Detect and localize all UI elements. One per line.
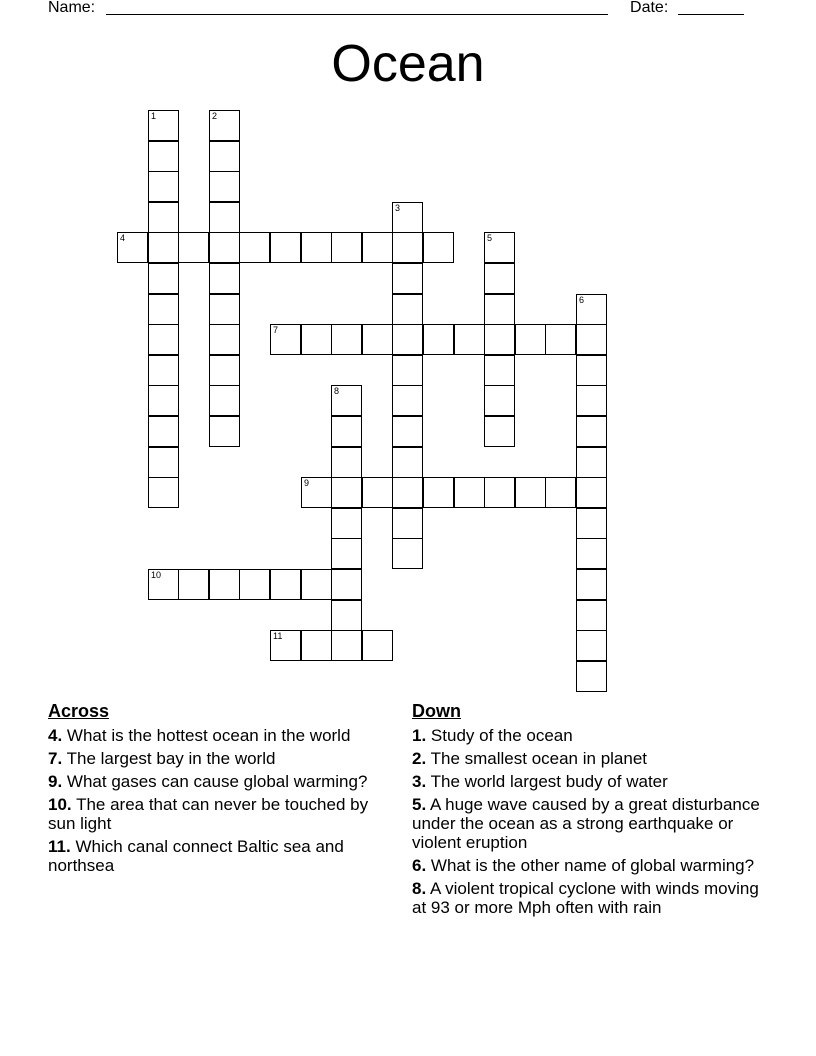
grid-cell[interactable]	[209, 171, 240, 202]
cell-number: 4	[120, 233, 126, 243]
grid-cell[interactable]	[331, 569, 362, 600]
grid-cell[interactable]	[331, 630, 362, 661]
grid-cell[interactable]	[484, 416, 515, 447]
grid-cell[interactable]	[209, 232, 240, 263]
grid-cell[interactable]	[239, 569, 270, 600]
grid-cell[interactable]	[362, 630, 393, 661]
grid-cell[interactable]	[576, 447, 607, 478]
grid-cell[interactable]	[331, 324, 362, 355]
clue-across-7: 7. The largest bay in the world	[48, 749, 276, 768]
cell-number: 5	[487, 233, 493, 243]
grid-cell[interactable]	[148, 355, 179, 386]
across-heading: Across	[48, 701, 110, 721]
cell-number: 10	[151, 570, 162, 580]
grid-cell[interactable]	[178, 569, 209, 600]
grid-cell[interactable]	[209, 263, 240, 294]
grid-cell[interactable]	[270, 232, 301, 263]
cell-number: 11	[273, 631, 283, 641]
clue-down-3: 3. The world largest budy of water	[412, 772, 668, 791]
grid-cell[interactable]	[484, 294, 515, 325]
grid-cell[interactable]	[454, 324, 485, 355]
grid-cell[interactable]	[148, 141, 179, 172]
grid-cell[interactable]	[331, 600, 362, 631]
grid-cell[interactable]	[362, 232, 393, 263]
grid-cell[interactable]	[209, 355, 240, 386]
grid-cell[interactable]	[576, 477, 607, 508]
cell-number: 7	[273, 325, 279, 335]
grid-cell[interactable]	[576, 324, 607, 355]
clue-across-4: 4. What is the hottest ocean in the world	[48, 726, 351, 745]
grid-cell[interactable]	[392, 355, 423, 386]
grid-cell[interactable]	[148, 385, 179, 416]
grid-cell[interactable]	[515, 477, 546, 508]
grid-cell[interactable]	[301, 324, 332, 355]
cell-number: 3	[395, 203, 401, 213]
grid-cell[interactable]	[148, 232, 179, 263]
grid-cell[interactable]	[576, 385, 607, 416]
grid-cell[interactable]	[331, 232, 362, 263]
student-header	[48, 0, 744, 21]
grid-cell[interactable]	[362, 477, 393, 508]
grid-cell[interactable]	[423, 477, 454, 508]
grid-cell[interactable]	[484, 477, 515, 508]
name-label: Name:	[48, 0, 96, 16]
grid-cell[interactable]	[392, 508, 423, 539]
grid-cell[interactable]	[484, 324, 515, 355]
grid-cell[interactable]	[148, 416, 179, 447]
name-field[interactable]	[106, 0, 608, 15]
grid-cell[interactable]	[515, 324, 546, 355]
clue-across-11: 11. Which canal connect Baltic sea and northsea	[48, 837, 344, 875]
grid-cell[interactable]	[331, 447, 362, 478]
grid-cell[interactable]	[331, 385, 362, 416]
grid-cell[interactable]	[484, 263, 515, 294]
grid-cell[interactable]	[392, 232, 423, 263]
grid-cell[interactable]	[392, 538, 423, 569]
grid-cell[interactable]	[301, 569, 332, 600]
clue-down-8: 8. A violent tropical cyclone with winds moving at 93 or more Mph often with rain	[412, 879, 759, 917]
grid-cell[interactable]	[148, 294, 179, 325]
grid-cell[interactable]	[392, 447, 423, 478]
clue-down-6: 6. What is the other name of global warming?	[412, 856, 755, 875]
grid-cell[interactable]	[301, 477, 332, 508]
cell-number: 6	[579, 295, 585, 305]
grid-cell[interactable]	[239, 232, 270, 263]
grid-cell[interactable]	[209, 110, 240, 141]
grid-cell[interactable]	[362, 324, 393, 355]
grid-cell[interactable]	[270, 569, 301, 600]
grid-cell[interactable]	[331, 477, 362, 508]
grid-cell[interactable]	[576, 294, 607, 325]
down-heading: Down	[412, 701, 461, 721]
clue-down-5: 5. A huge wave caused by a great disturbance under the ocean as a strong earthquake or violent eruption	[412, 795, 760, 852]
grid-cell[interactable]	[301, 630, 332, 661]
down-clues	[412, 700, 772, 921]
grid-cell[interactable]	[576, 630, 607, 661]
grid-cell[interactable]	[423, 232, 454, 263]
grid-cell[interactable]	[545, 324, 576, 355]
grid-cell[interactable]	[545, 477, 576, 508]
cell-number: 1	[151, 111, 157, 121]
cell-number: 9	[304, 478, 310, 488]
date-label: Date:	[630, 0, 669, 16]
grid-cell[interactable]	[148, 569, 179, 600]
grid-cell[interactable]	[484, 355, 515, 386]
grid-cell[interactable]	[148, 110, 179, 141]
grid-cell[interactable]	[331, 508, 362, 539]
grid-cell[interactable]	[209, 324, 240, 355]
grid-cell[interactable]	[392, 202, 423, 233]
cell-number: 2	[212, 111, 218, 121]
grid-cell[interactable]	[209, 569, 240, 600]
grid-cell[interactable]	[576, 355, 607, 386]
grid-cell[interactable]	[392, 263, 423, 294]
across-clues	[48, 700, 393, 879]
grid-cell[interactable]	[209, 294, 240, 325]
clue-down-2: 2. The smallest ocean in planet	[412, 749, 648, 768]
clue-down-1: 1. Study of the ocean	[412, 726, 573, 745]
grid-cell[interactable]	[392, 416, 423, 447]
grid-cell[interactable]	[576, 600, 607, 631]
grid-cell[interactable]	[270, 630, 301, 661]
grid-cell[interactable]	[117, 232, 148, 263]
clue-across-10: 10. The area that can never be touched by sun light	[48, 795, 369, 833]
grid-cell[interactable]	[484, 385, 515, 416]
grid-cell[interactable]	[209, 202, 240, 233]
grid-cell[interactable]	[576, 416, 607, 447]
date-field[interactable]	[678, 0, 744, 15]
grid-cell[interactable]	[392, 324, 423, 355]
grid-cell[interactable]	[301, 232, 332, 263]
grid-cell[interactable]	[423, 324, 454, 355]
grid-cell[interactable]	[148, 477, 179, 508]
grid-cell[interactable]	[331, 416, 362, 447]
grid-cell[interactable]	[392, 385, 423, 416]
grid-cell[interactable]	[576, 508, 607, 539]
page-title: Ocean	[331, 35, 485, 93]
grid-cell[interactable]	[178, 232, 209, 263]
grid-cell[interactable]	[209, 416, 240, 447]
grid-cell[interactable]	[392, 477, 423, 508]
grid-cell[interactable]	[148, 324, 179, 355]
grid-cell[interactable]	[576, 569, 607, 600]
grid-cell[interactable]	[270, 324, 301, 355]
grid-cell[interactable]	[331, 538, 362, 569]
clue-across-9: 9. What gases can cause global warming?	[48, 772, 368, 791]
grid-cell[interactable]	[576, 538, 607, 569]
grid-cell[interactable]	[148, 447, 179, 478]
grid-cell[interactable]	[148, 263, 179, 294]
grid-cell[interactable]	[576, 661, 607, 692]
cell-number: 8	[334, 386, 340, 396]
grid-cell[interactable]	[209, 385, 240, 416]
grid-cell[interactable]	[454, 477, 485, 508]
grid-cell[interactable]	[148, 171, 179, 202]
grid-cell[interactable]	[392, 294, 423, 325]
grid-cell[interactable]	[209, 141, 240, 172]
grid-cell[interactable]	[484, 232, 515, 263]
grid-cell[interactable]	[148, 202, 179, 233]
